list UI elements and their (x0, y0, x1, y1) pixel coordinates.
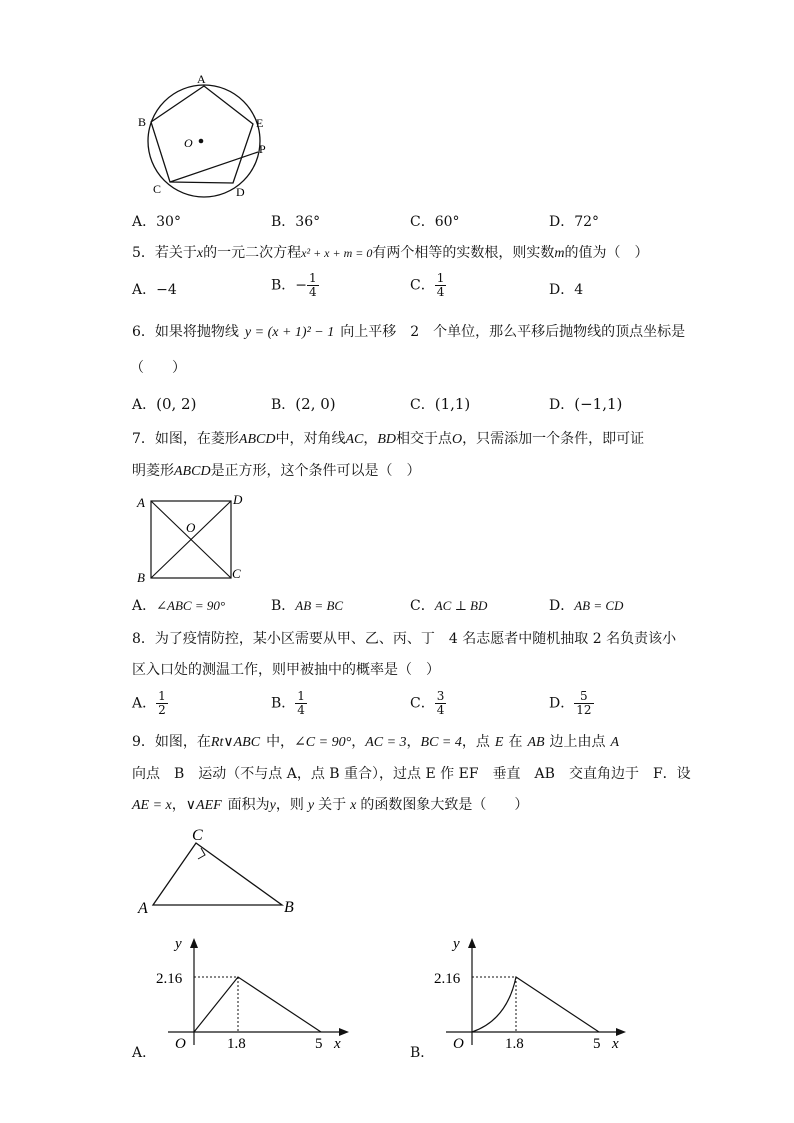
option-letter: D． (549, 598, 575, 614)
q9-x: x (350, 798, 357, 813)
q5-stem (132, 244, 648, 263)
q9-aef: ∨AEF (185, 798, 222, 813)
option-text: (1,1) (434, 395, 471, 413)
q9-bc: BC = 4 (420, 735, 462, 750)
option-text: 60° (434, 214, 460, 230)
segment-cp (170, 152, 258, 182)
function-curve (472, 977, 599, 1032)
q5-option-a[interactable] (132, 281, 177, 299)
option-text: 36° (295, 214, 321, 230)
label-c: C (153, 182, 162, 196)
q6-stem (132, 323, 685, 342)
q9-ac: AC = 3 (365, 735, 407, 750)
peak-x-label: 1.8 (505, 1036, 524, 1052)
option-letter: B． (271, 277, 296, 294)
option-text: (0, 2) (156, 395, 197, 413)
option-text: ∠ABC = 90° (156, 598, 226, 613)
option-letter: D． (549, 214, 575, 230)
q9-a: A (610, 735, 620, 750)
end-x-label: 5 (315, 1036, 323, 1052)
q7-option-a[interactable] (132, 597, 225, 615)
q5-text: 的值为（ ） (564, 245, 649, 261)
option-letter: D． (549, 397, 575, 413)
q9-text: ， (171, 797, 186, 813)
option-text: (−1,1) (574, 395, 623, 413)
label-o: O (186, 520, 196, 535)
q4-option-c[interactable] (410, 213, 460, 231)
label-b: B (137, 570, 145, 585)
label-b: B (138, 115, 147, 129)
label-a: A (138, 900, 148, 917)
q9-text: 9．如图，在 (132, 734, 211, 750)
peak-y-label: 2.16 (434, 971, 461, 987)
q7-stem-line1 (132, 430, 644, 449)
option-letter: B． (271, 397, 296, 413)
q7-text: 相交于点 (396, 431, 453, 447)
q9-stem-line3 (132, 796, 528, 815)
q9-text: ， (351, 734, 366, 750)
q8-option-b[interactable] (271, 690, 307, 717)
fraction (574, 690, 593, 717)
x-axis-arrow (616, 1028, 626, 1036)
label-p: P (259, 142, 266, 156)
x-axis-arrow (339, 1028, 349, 1036)
q5-option-c[interactable] (410, 272, 446, 299)
option-letter: D． (549, 282, 575, 298)
q9-text: 中， (266, 734, 295, 750)
q9-option-a-label[interactable]: A． (132, 1045, 157, 1061)
q7-abcd: ABCD (238, 432, 276, 447)
q9-y: y (307, 798, 315, 813)
label-d: D (233, 492, 243, 507)
option-text: 30° (156, 214, 181, 230)
pentagon (151, 86, 253, 183)
q5-equation: x² + x + m = 0 (301, 246, 373, 260)
option-letter: C． (410, 598, 435, 614)
label-d: D (236, 185, 245, 199)
denominator: 4 (436, 285, 445, 299)
q7-text: 明菱形 (132, 463, 174, 479)
fraction (307, 272, 319, 299)
end-x-label: 5 (593, 1036, 601, 1052)
fraction (295, 690, 307, 717)
q5-text: 有两个相等的实数根，则实数 (372, 245, 555, 261)
option-letter: B． (271, 695, 296, 712)
option-letter: A． (132, 598, 157, 614)
q5-text: 5．若关于 (132, 245, 197, 261)
q7-option-b[interactable] (271, 597, 343, 615)
q9-text: 边上由点 (549, 734, 606, 750)
label-a: A (197, 72, 206, 86)
option-text: AB = CD (574, 598, 624, 613)
graph-a[interactable] (150, 928, 355, 1053)
circumcircle (148, 85, 260, 197)
numerator: 1 (309, 271, 317, 285)
q5-option-d[interactable] (549, 281, 583, 299)
q7-ac: AC (345, 432, 364, 447)
y-axis-arrow (190, 938, 198, 948)
option-letter: C． (410, 277, 435, 294)
q9-text: 面积为 (227, 797, 270, 813)
label-e: E (256, 116, 264, 130)
option-letter: C． (410, 695, 435, 712)
origin-label: O (175, 1036, 186, 1052)
pentagon-circle-figure (130, 68, 280, 200)
numerator: 5 (574, 690, 593, 704)
q7-text: ，只需添加一个条件，即可证 (462, 431, 645, 447)
y-label: y (453, 936, 460, 952)
q7-o: O (452, 432, 463, 447)
triangle-figure (135, 822, 305, 917)
option-letter: A． (132, 397, 157, 413)
q9-ab: AB (527, 735, 545, 750)
q6-option-c[interactable] (410, 395, 470, 414)
option-text: AB = BC (295, 598, 344, 613)
option-letter: C． (410, 397, 435, 413)
q7-abcd: ABCD (174, 464, 211, 479)
y-label: y (175, 936, 182, 952)
label-c: C (232, 566, 241, 581)
q9-text: 在 (508, 734, 523, 750)
graph-b[interactable] (428, 928, 633, 1053)
option-letter: A． (132, 214, 157, 230)
q8-option-c[interactable] (410, 690, 446, 717)
q9-ae: AE = x (132, 798, 172, 813)
option-text: 4 (574, 282, 584, 298)
q8-option-a[interactable] (132, 690, 168, 717)
q9-e: E (494, 735, 504, 750)
origin-label: O (453, 1036, 464, 1052)
denominator: 2 (158, 703, 166, 717)
option-letter: B． (271, 598, 296, 614)
numerator: 3 (436, 689, 445, 703)
denominator: 4 (436, 703, 445, 717)
q8-stem-line2: 区入口处的测温工作，则甲被抽中的概率是（ ） (132, 662, 440, 678)
function-curve (194, 977, 321, 1032)
q4-option-b[interactable] (271, 213, 320, 231)
q9-text: ，则 (275, 797, 304, 813)
option-text: AC ⊥ BD (434, 598, 488, 613)
fraction (156, 690, 168, 717)
q6-text: 向上平移 2 个单位，那么平移后抛物线的顶点坐标是 (340, 324, 686, 340)
option-letter: B． (271, 214, 296, 230)
q6-equation: y = (x + 1)² − 1 (244, 325, 335, 340)
q9-text: ，点 (461, 734, 490, 750)
q9-text: ， (406, 734, 421, 750)
q8-stem-line1: 8．为了疫情防控，某小区需要从甲、乙、丙、丁 4 名志愿者中随机抽取 2 名负责该小 (132, 631, 677, 647)
right-triangle (153, 843, 282, 905)
q9-text: 关于 (318, 797, 347, 813)
q5-text: 的一元二次方程 (203, 245, 302, 261)
q7-option-c[interactable] (410, 597, 487, 615)
q9-rt-abc: Rt∨ABC (210, 735, 261, 750)
denominator: 12 (576, 703, 592, 717)
label-a: A (137, 495, 145, 510)
q7-text: 7．如图，在菱形 (132, 431, 239, 447)
option-letter: A． (132, 695, 157, 712)
q6-text: 6．如果将抛物线 (132, 324, 239, 340)
q8-option-d[interactable] (549, 690, 594, 717)
q9-text: 的函数图象大致是（ ） (360, 797, 529, 813)
option-text: 72° (574, 214, 600, 230)
option-letter: C． (410, 214, 435, 230)
q9-stem-line1 (132, 733, 619, 752)
q5-var-m: m (554, 246, 565, 261)
numerator: 1 (297, 689, 305, 703)
q6-option-d[interactable] (549, 395, 622, 414)
q7-text: 是正方形，这个条件可以是（ ） (210, 463, 421, 479)
q7-stem-line2 (132, 462, 421, 481)
q7-bd: BD (377, 432, 397, 447)
fraction (435, 690, 447, 717)
q7-text: ， (363, 431, 378, 447)
q6-option-b[interactable] (271, 395, 336, 414)
peak-y-label: 2.16 (156, 971, 183, 987)
q6-option-a[interactable] (132, 395, 196, 414)
option-letter: A． (132, 282, 157, 298)
q7-text: 中，对角线 (275, 431, 346, 447)
q9-angle-c: ∠C = 90° (294, 735, 352, 750)
q6-stem-line2: （ ） (130, 360, 186, 376)
q4-option-a[interactable] (132, 213, 181, 231)
q4-option-d[interactable] (549, 213, 599, 231)
y-axis-arrow (468, 938, 476, 948)
option-text: −4 (156, 282, 177, 298)
option-text: (2, 0) (295, 395, 336, 413)
x-label: x (334, 1036, 341, 1052)
q9-stem-line2: 向点 B 运动（不与点 A，点 B 重合），过点 E 作 EF 垂直 AB 交直角边于 F．设 (132, 766, 691, 782)
option-letter: D． (549, 695, 575, 712)
square-figure (130, 490, 250, 585)
option-sign: − (295, 277, 308, 294)
right-angle-mark (198, 848, 205, 859)
denominator: 4 (297, 703, 305, 717)
label-o: O (184, 136, 193, 150)
q9-y: y (269, 798, 276, 813)
peak-x-label: 1.8 (227, 1036, 246, 1052)
numerator: 1 (158, 689, 166, 703)
q5-option-b[interactable] (271, 272, 319, 299)
label-b: B (284, 899, 294, 916)
denominator: 4 (309, 285, 317, 299)
x-label: x (612, 1036, 619, 1052)
fraction (435, 272, 447, 299)
label-c: C (192, 827, 203, 844)
numerator: 1 (436, 271, 445, 285)
q5-var-x: x (196, 246, 204, 261)
q7-option-d[interactable] (549, 597, 623, 615)
q9-option-b-label[interactable]: B． (410, 1045, 435, 1061)
center-point (199, 139, 204, 144)
